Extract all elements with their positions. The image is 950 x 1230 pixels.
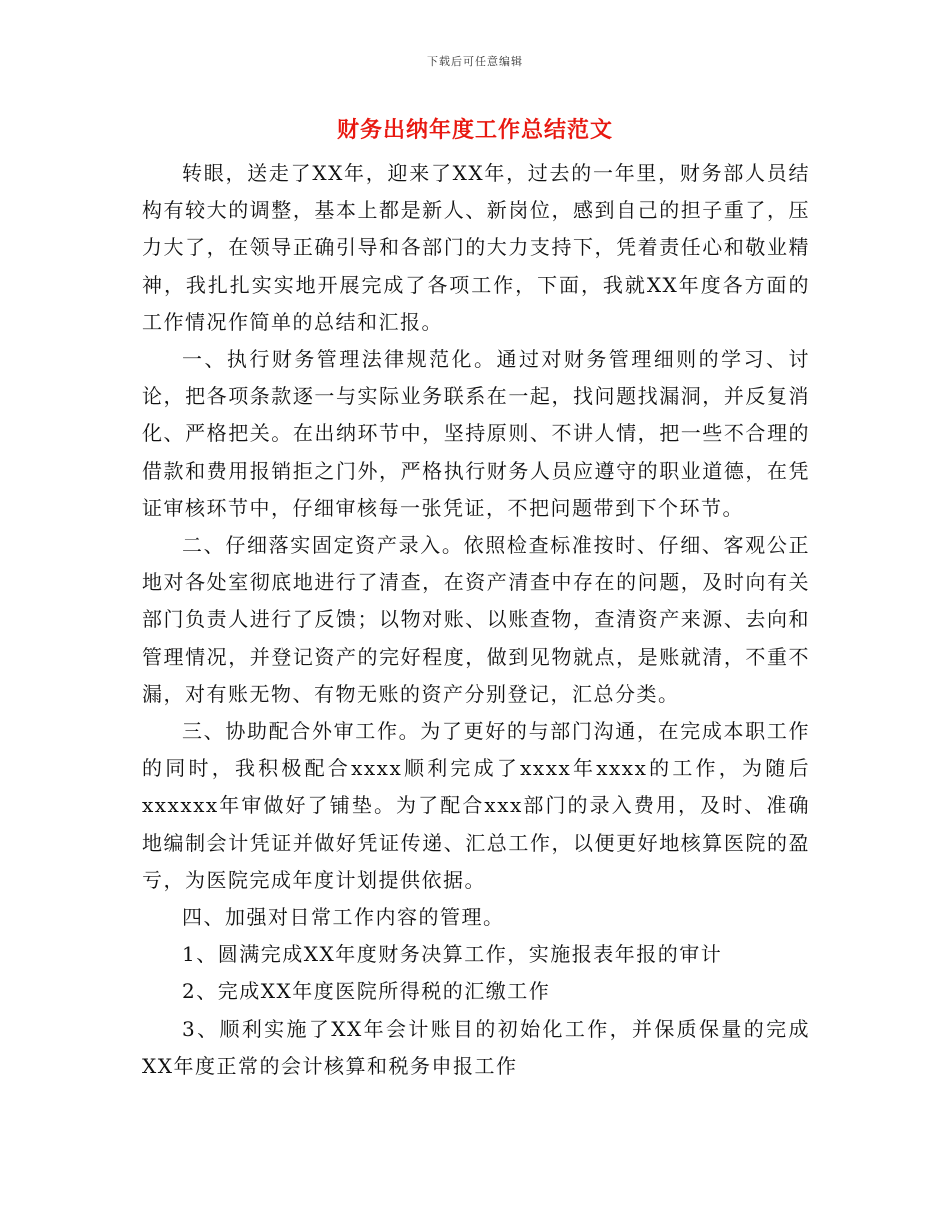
paragraph-intro: 转眼，送走了XX年，迎来了XX年，过去的一年里，财务部人员结构有较大的调整，基本上都是新人、新岗位，感到自己的担子重了，压力大了，在领导正确引导和各部门的大力支持下，凭着责任心和敬业精神，我扎扎实实地开展完成了各项工作，下面，我就XX年度各方面的工作情况作简单的总结和汇报。 — [142, 161, 810, 334]
document-body — [142, 155, 810, 1085]
list-item: 3、顺利实施了XX年会计账目的初始化工作，并保质保量的完成XX年度正常的会计核算和税务申报工作 — [142, 1016, 810, 1078]
document-title: 财务出纳年度工作总结范文 — [336, 118, 613, 143]
paragraph-section-2: 二、仔细落实固定资产录入。依照检查标准按时、仔细、客观公正地对各处室彻底地进行了清查，在资产清查中存在的问题，及时向有关部门负责人进行了反馈；以物对账、以账查物，查清资产来源、去向和管理情况，并登记资产的完好程度，做到见物就点，是账就清，不重不漏，对有账无物、有物无账的资产分别登记，汇总分类。 — [142, 533, 810, 706]
header-note: 下载后可任意编辑 — [427, 55, 523, 68]
paragraph-section-1: 一、执行财务管理法律规范化。通过对财务管理细则的学习、讨论，把各项条款逐一与实际业务联系在一起，找问题找漏洞，并反复消化、严格把关。在出纳环节中，坚持原则、不讲人情，把一些不合理的借款和费用报销拒之门外，严格执行财务人员应遵守的职业道德，在凭证审核环节中，仔细审核每一张凭证，不把问题带到下个环节。 — [142, 347, 810, 520]
list-item: 1、圆满完成XX年度财务决算工作，实施报表年报的审计 — [182, 942, 723, 967]
list-item: 2、完成XX年度医院所得税的汇缴工作 — [182, 979, 551, 1004]
paragraph-section-4: 四、加强对日常工作内容的管理。 — [182, 905, 505, 930]
paragraph-section-3: 三、协助配合外审工作。为了更好的与部门沟通，在完成本职工作的同时，我积极配合xxxx顺利完成了xxxx年xxxx的工作，为随后xxxxxx年审做好了铺垫。为了配合xxx部门的录入费用，及时、准确地编制会计凭证并做好凭证传递、汇总工作，以便更好地核算医院的盈亏，为医院完成年度计划提供依据。 — [142, 719, 810, 892]
